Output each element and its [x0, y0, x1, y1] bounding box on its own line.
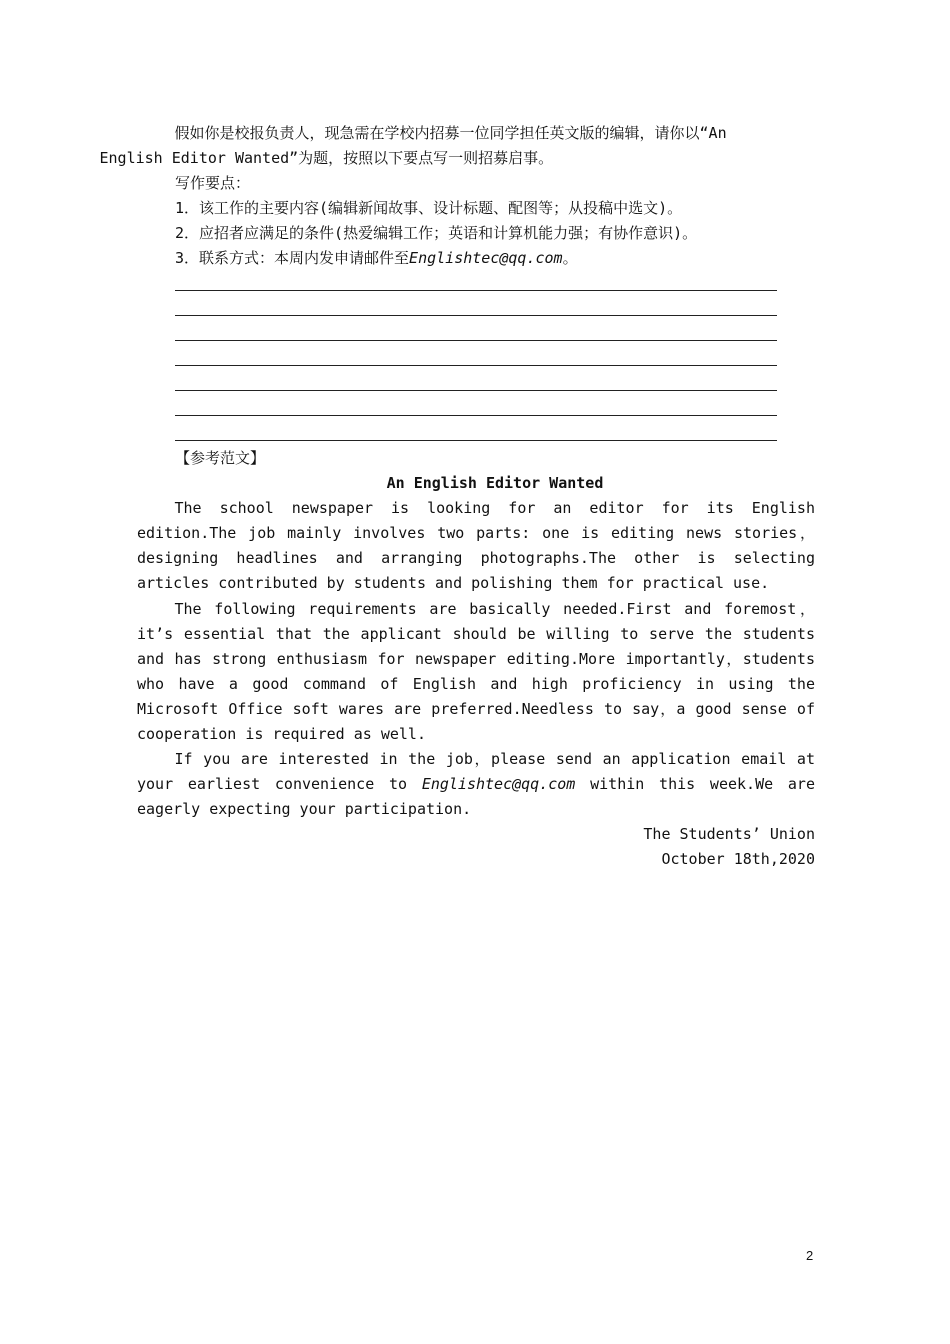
reference-label: 【参考范文】 — [175, 449, 266, 468]
answer-line — [175, 391, 777, 416]
reference-email: Englishtec@qq.com — [421, 775, 576, 794]
answer-lines — [175, 275, 777, 441]
reference-paragraph-1: The school newspaper is looking for an editor for its English edition.The job mainly involves two parts: one is editing news stories，designing headlines and arranging photographs.The other is selecting articles contributed by students and polishing them for practical use. — [137, 499, 815, 593]
prompt-point-1: 1．该工作的主要内容(编辑新闻故事、设计标题、配图等；从投稿中选文)。 — [175, 199, 683, 218]
reference-paragraph-2: The following requirements are basically needed.First and foremost，it’s essential that the applicant should be willing to serve the students and has strong enthusiasm for newspaper editing.More importantly，students who have a good command of English and high proficiency in using the Microsoft Office soft wares are preferred.Needless to say，a good sense of cooperation is required as well. — [137, 599, 815, 744]
prompt-point-3-email: Englishtec@qq.com — [409, 249, 563, 268]
signature-organization: The Students’ Union — [643, 825, 815, 844]
prompt-point-3-suffix: 。 — [562, 249, 578, 268]
prompt-point-3-prefix: 3．联系方式：本周内发申请邮件至 — [175, 249, 410, 268]
answer-line — [175, 291, 777, 316]
page-content — [99, 121, 815, 872]
prompt-point-2: 2．应招者应满足的条件(热爱编辑工作；英语和计算机能力强；有协作意识)。 — [175, 224, 698, 243]
prompt-intro — [99, 121, 815, 171]
prompt-heading: 写作要点： — [175, 174, 251, 193]
reference-paragraph-3-text-a: If you are interested in the job，please send an application email at your earliest convenience to — [137, 750, 815, 794]
prompt-intro-line2: English Editor Wanted”为题，按照以下要点写一则招募启事。 — [99, 149, 554, 168]
answer-line — [175, 316, 777, 341]
prompt-intro-line1: 假如你是校报负责人，现急需在学校内招募一位同学担任英文版的编辑，请你以“An — [174, 124, 727, 142]
signature-date: October 18th,2020 — [661, 850, 815, 869]
answer-line — [175, 416, 777, 441]
reference-paragraph-3 — [137, 747, 815, 822]
reference-title: An English Editor Wanted — [386, 474, 604, 493]
answer-line — [175, 341, 777, 366]
reference-paragraph-3-text-b: within this week.We are eagerly expecting your participation. — [137, 775, 815, 819]
answer-line — [175, 275, 777, 291]
page-number: 2 — [806, 1248, 814, 1263]
answer-line — [175, 366, 777, 391]
prompt-point-3 — [137, 246, 815, 271]
